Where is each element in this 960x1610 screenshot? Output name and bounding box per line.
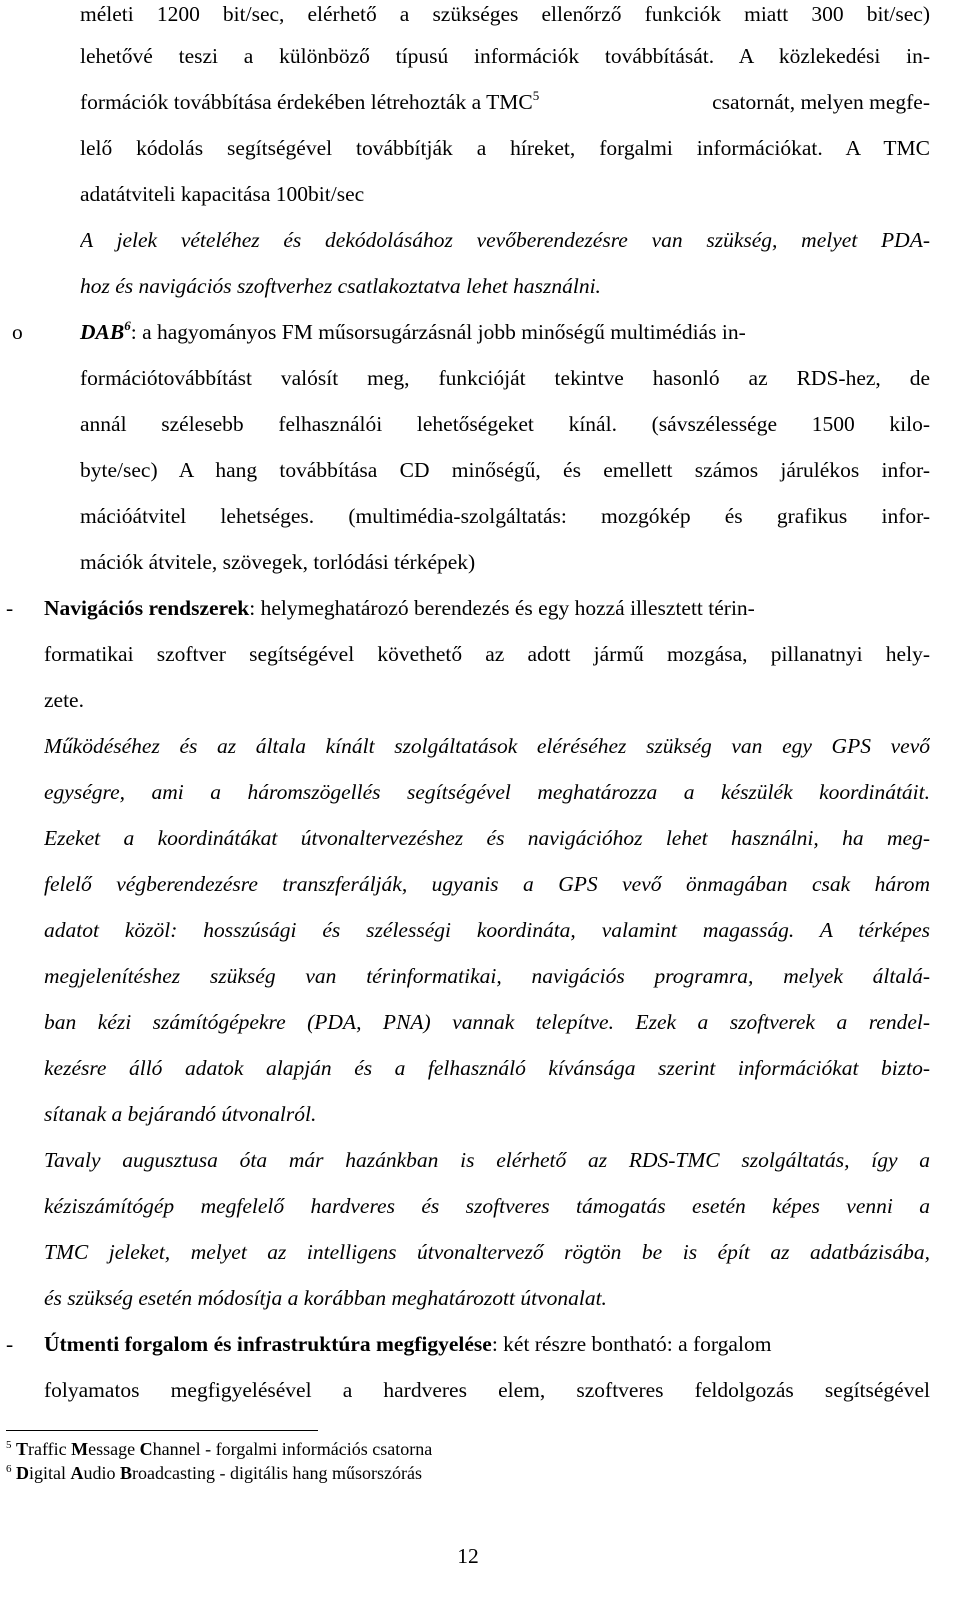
dab-first-line xyxy=(80,318,930,346)
paragraph-line: byte/sec) A hang továbbítása CD minőségű, és emellett számos járulékos infor- xyxy=(80,458,930,482)
text-segment: : helymeghatározó berendezés és egy hozzá illesztett térin- xyxy=(249,596,755,620)
paragraph-line: folyamatos megfigyelésével a hardveres elem, szoftveres feldolgozás segítségével xyxy=(44,1378,930,1402)
nav-term: Navigációs rendszerek xyxy=(44,596,250,620)
utmenti-term: Útmenti forgalom és infrastruktúra megfigyelése xyxy=(44,1332,492,1356)
paragraph-line-italic: felelő végberendezésre transzferálják, ugyanis a GPS vevő önmagában csak három xyxy=(44,872,930,896)
paragraph-line-italic: Ezeket a koordinátákat útvonaltervezéshez és navigációhoz lehet használni, ha meg- xyxy=(44,826,930,850)
paragraph-line-italic: egységre, ami a háromszögellés segítségével meghatározza a készülék koordinátáit. xyxy=(44,780,930,804)
footnote-ref: 5 xyxy=(532,88,540,103)
paragraph-line-italic: ban kézi számítógépekre (PDA, PNA) vannak telepítve. Ezek a szoftverek a rendel- xyxy=(44,1010,930,1034)
page-number: 12 xyxy=(457,1544,479,1568)
paragraph-line: mációátvitel lehetséges. (multimédia-szolgáltatás: mozgókép és grafikus infor- xyxy=(80,504,930,528)
footnote-initial: D xyxy=(16,1463,29,1483)
text-segment: : két részre bontható: a forgalom xyxy=(491,1332,772,1356)
bullet-marker: o xyxy=(12,320,23,344)
paragraph-line: zete. xyxy=(44,688,84,712)
footnote-text: udio xyxy=(83,1463,121,1483)
paragraph-line-italic: kéziszámítógép megfelelő hardveres és szoftveres támogatás esetén képes venni a xyxy=(44,1194,930,1218)
footnote-number: 6 xyxy=(6,1463,12,1475)
footnote-ref: 6 xyxy=(124,318,131,333)
nav-first-line xyxy=(44,594,930,622)
footnote-separator xyxy=(6,1430,318,1431)
text-segment: csatornát, melyen megfe- xyxy=(712,90,930,114)
paragraph-line: lelő kódolás segítségével továbbítják a híreket, forgalmi információkat. A TMC xyxy=(80,136,930,160)
paragraph-line-italic: A jelek vételéhez és dekódolásához vevőberendezésre van szükség, melyet PDA- xyxy=(80,228,930,252)
footnote-text: igital xyxy=(29,1463,71,1483)
paragraph-line-italic: Tavaly augusztusa óta már hazánkban is elérhető az RDS-TMC szolgáltatás, így a xyxy=(44,1148,930,1172)
paragraph-line-italic: kezésre álló adatok alapján és a felhasználó kívánsága szerint információkat bizto- xyxy=(44,1056,930,1080)
paragraph-line: adatátviteli kapacitása 100bit/sec xyxy=(80,182,365,206)
paragraph-line-italic: TMC jeleket, melyet az intelligens útvonaltervező rögtön be is épít az adatbázisába, xyxy=(44,1240,930,1264)
footnote-text: raffic xyxy=(28,1439,72,1459)
footnote-initial: T xyxy=(16,1439,29,1459)
paragraph-line: formatikai szoftver segítségével követhető az adott jármű mozgása, pillanatnyi hely- xyxy=(44,642,930,666)
paragraph-line: lehetővé teszi a különböző típusú információk továbbítását. A közlekedési in- xyxy=(80,44,930,68)
footnote-5 xyxy=(6,1438,432,1460)
footnote-initial: M xyxy=(71,1439,89,1459)
footnote-initial: B xyxy=(120,1463,133,1483)
utmenti-first-line xyxy=(44,1330,930,1358)
paragraph-line: formációtovábbítást valósít meg, funkcióját tekintve hasonló az RDS-hez, de xyxy=(80,366,930,390)
footnote-text: hannel - forgalmi információs csatorna xyxy=(152,1439,433,1459)
footnote-text: essage xyxy=(88,1439,140,1459)
dash-marker: - xyxy=(6,1332,14,1356)
paragraph-line-italic: adatot közöl: hosszúsági és szélességi koordináta, valamint magasság. A térképes xyxy=(44,918,930,942)
footnote-number: 5 xyxy=(6,1439,12,1451)
dab-term: DAB xyxy=(80,320,125,344)
paragraph-line-italic: sítanak a bejárandó útvonalról. xyxy=(44,1102,317,1126)
paragraph-line-italic: hoz és navigációs szoftverhez csatlakoztatva lehet használni. xyxy=(80,274,601,298)
footnote-initial: A xyxy=(70,1463,84,1483)
dash-marker: - xyxy=(6,596,14,620)
paragraph-line-italic: és szükség esetén módosítja a korábban meghatározott útvonalat. xyxy=(44,1286,607,1310)
paragraph-line: mációk átvitele, szövegek, torlódási térképek) xyxy=(80,550,476,574)
paragraph-line: méleti 1200 bit/sec, elérhető a szükséges ellenőrző funkciók miatt 300 bit/sec) xyxy=(80,2,930,26)
paragraph-line-italic: Működéséhez és az általa kínált szolgáltatások eléréséhez szükség van egy GPS vevő xyxy=(44,734,930,758)
footnote-initial: C xyxy=(139,1439,153,1459)
footnote-text: roadcasting - digitális hang műsorszórás xyxy=(132,1463,422,1483)
paragraph-line-italic: megjelenítéshez szükség van térinformatikai, navigációs programra, melyek általá- xyxy=(44,964,930,988)
paragraph-line-tmc xyxy=(80,88,930,116)
footnote-6 xyxy=(6,1462,422,1484)
text-segment: formációk továbbítása érdekében létrehozták a TMC xyxy=(80,90,533,114)
paragraph-line: annál szélesebb felhasználói lehetőségeket kínál. (sávszélessége 1500 kilo- xyxy=(80,412,930,436)
text-segment: : a hagyományos FM műsorsugárzásnál jobb minőségű multimédiás in- xyxy=(130,320,746,344)
